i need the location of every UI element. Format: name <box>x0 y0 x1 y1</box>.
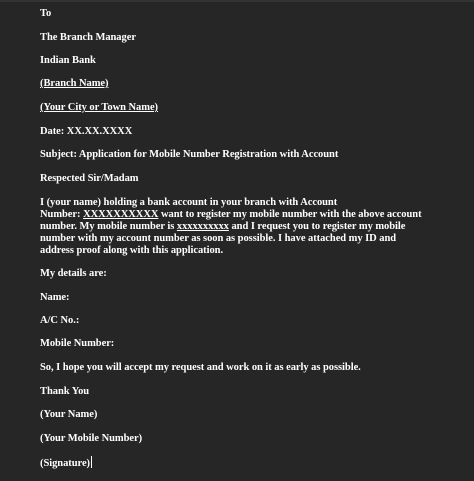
field-mobile-number: Mobile Number: <box>40 338 115 349</box>
field-name: Name: <box>40 292 70 303</box>
city-placeholder: (Your City or Town Name) <box>40 102 159 113</box>
body-line-2 <box>40 209 422 221</box>
signature-name: (Your Name) <box>40 409 98 420</box>
signature-mobile: (Your Mobile Number) <box>40 433 143 444</box>
bank-name: Indian Bank <box>40 55 96 66</box>
closing-paragraph: So, I hope you will accept my request and work on it as early as possible. <box>40 362 361 373</box>
account-number-placeholder: XXXXXXXXXX <box>83 209 159 220</box>
text-cursor <box>91 456 92 468</box>
body-line-3 <box>40 221 405 233</box>
subject-line: Subject: Application for Mobile Number Registration with Account <box>40 149 339 160</box>
to-line: To <box>40 8 52 19</box>
signature-placeholder: (Signature) <box>40 458 91 469</box>
details-heading: My details are: <box>40 268 107 279</box>
recipient-title: The Branch Manager <box>40 32 136 43</box>
body-line-3-prefix: number. My mobile number is <box>40 221 177 232</box>
salutation: Respected Sir/Madam <box>40 173 139 184</box>
mobile-number-placeholder: xxxxxxxxxx <box>176 221 229 232</box>
body-line-2-prefix: Number: <box>40 209 84 220</box>
field-account-number: A/C No.: <box>40 315 80 326</box>
top-border <box>0 0 474 2</box>
date-line: Date: XX.XX.XXXX <box>40 126 133 137</box>
body-line-2-suffix: want to register my mobile number with the above account <box>158 209 422 220</box>
body-line-3-suffix: and I request you to register my mobile <box>228 221 406 232</box>
body-line-5: address proof along with this application. <box>40 245 224 256</box>
body-line-4: number with my account number as soon as possible. I have attached my ID and <box>40 233 397 244</box>
signature-line <box>40 456 92 470</box>
branch-name-placeholder: (Branch Name) <box>40 78 109 89</box>
body-line-1: I (your name) holding a bank account in your branch with Account <box>40 197 338 208</box>
thanks-line: Thank You <box>40 386 90 397</box>
